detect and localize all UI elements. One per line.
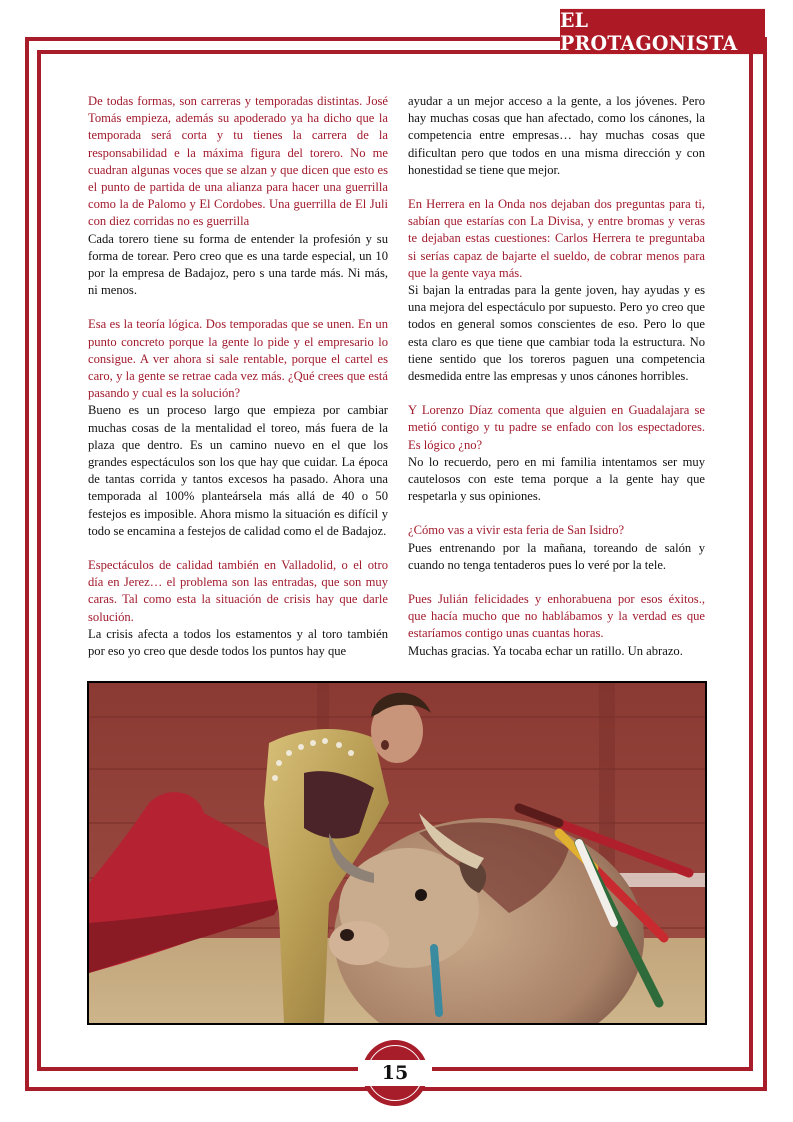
bullfight-photo [87,681,707,1025]
answer-text: Bueno es un proceso largo que empieza por cambiar muchas cosas de la mentalidad el toreo, más fuera de la plaza que dentro. Es un camino nuevo en el que los grandes espectáculos son los que hay que cuidar. La época de tantas corrida y tantos excesos ha pasado. Ahora una temporada al 100% planteársela más allá de 40 o 50 festejos es imposible. Ahora mismo la situación es difícil y todo se encamina a festejos de calidad como el de Badajoz. [88,403,388,538]
qa-block [88,316,388,540]
question-text: En Herrera en la Onda nos dejaban dos preguntas para ti, sabían que estarías con La Divisa, y entre bromas y veras te dejaban estas cuestiones: Carlos Herrera te preguntaba si serías capaz de bajarte el sueldo, de cobrar menos para que la gente vaya más. [408,197,705,280]
qa-block [88,93,388,299]
question-text: Espectáculos de calidad también en Valladolid, o el otro día en Jerez… el problema son las entradas, que son muy caras. Tal como esta la situación de crisis hay que darle solución. [88,558,388,624]
bullfight-illustration [89,683,705,1023]
qa-block [88,557,388,660]
qa-block [408,591,705,660]
qa-block [408,402,705,505]
qa-block [408,93,705,179]
answer-text: ayudar a un mejor acceso a la gente, a los jóvenes. Pero hay muchas cosas que han afectado, como los cánones, la competencia entre empresas… hay muchas cosas que dificultan pero que todos en una misma dirección y con honestidad se tiene que mejor. [408,94,705,177]
qa-block [408,522,705,574]
section-header [560,9,765,54]
article-column-right [408,93,705,677]
page-number: 15 [381,1062,409,1084]
page-number-badge [362,1040,428,1106]
answer-text: La crisis afecta a todos los estamentos y al toro también por eso yo creo que desde todos los puntos hay que [88,626,388,659]
question-text: Esa es la teoría lógica. Dos temporadas que se unen. En un punto concreto porque la gente lo pide y el empresario lo consigue. A ver ahora si sale rentable, porque el cartel es caro, y la gente se retrae cada vez más. ¿Qué crees que está pasando y cual es la solución? [88,317,388,401]
answer-text: Si bajan la entradas para la gente joven, hay ayudas y es una mejora del espectáculo por supuesto. Pero yo creo que todos en general somos conscientes de eso. Pero lo que esta claro es que tiene que cambiar toda la estructura. No tiene sentido que los toreros paguen una competencia desmedida entre las empresas y unos cánones horribles. [408,283,705,384]
answer-text: Cada torero tiene su forma de entender la profesión y su forma de torear. Pero creo que es una tarde especial, un 10 por la empresa de Badajoz, pero s una tarde más. Ni más, ni menos. [88,231,388,298]
question-text: Pues Julián felicidades y enhorabuena por esos éxitos., que hacía mucho que no hablábamos y la verdad es que estaríamos contigo unas cuantas horas. [408,592,705,641]
question-text: ¿Cómo vas a vivir esta feria de San Isidro? [408,523,625,538]
qa-block [408,196,705,385]
article-column-left [88,93,388,677]
answer-text: Pues entrenando por la mañana, toreando de salón y cuando no tenga tentaderos pues lo veré por la tele. [408,540,705,572]
section-title: EL PROTAGONISTA [560,8,738,55]
answer-text: Muchas gracias. Ya tocaba echar un ratillo. Un abrazo. [408,643,683,658]
question-text: Y Lorenzo Díaz comenta que alguien en Guadalajara se metió contigo y tu padre se enfado con los espectadores. Es lógico ¿no? [408,403,705,452]
answer-text: No lo recuerdo, pero en mi familia intentamos ser muy cautelosos con este tema porque a la gente hay que respetarla y sus opiniones. [408,454,705,504]
question-text: De todas formas, son carreras y temporadas distintas. José Tomás empieza, además su apoderado ya ha dicho que la temporada será corta y tu tienes la carrera de la responsabilidad e la máxima figura del torero. No me cuadran algunas voces que se alzan y que dicen que esto es el punto de partida de una alianza para hacer una guerrilla como la de Palomo y El Cordobes. Una guerrilla de El Juli con diez corridas no es guerrilla [88,94,388,229]
